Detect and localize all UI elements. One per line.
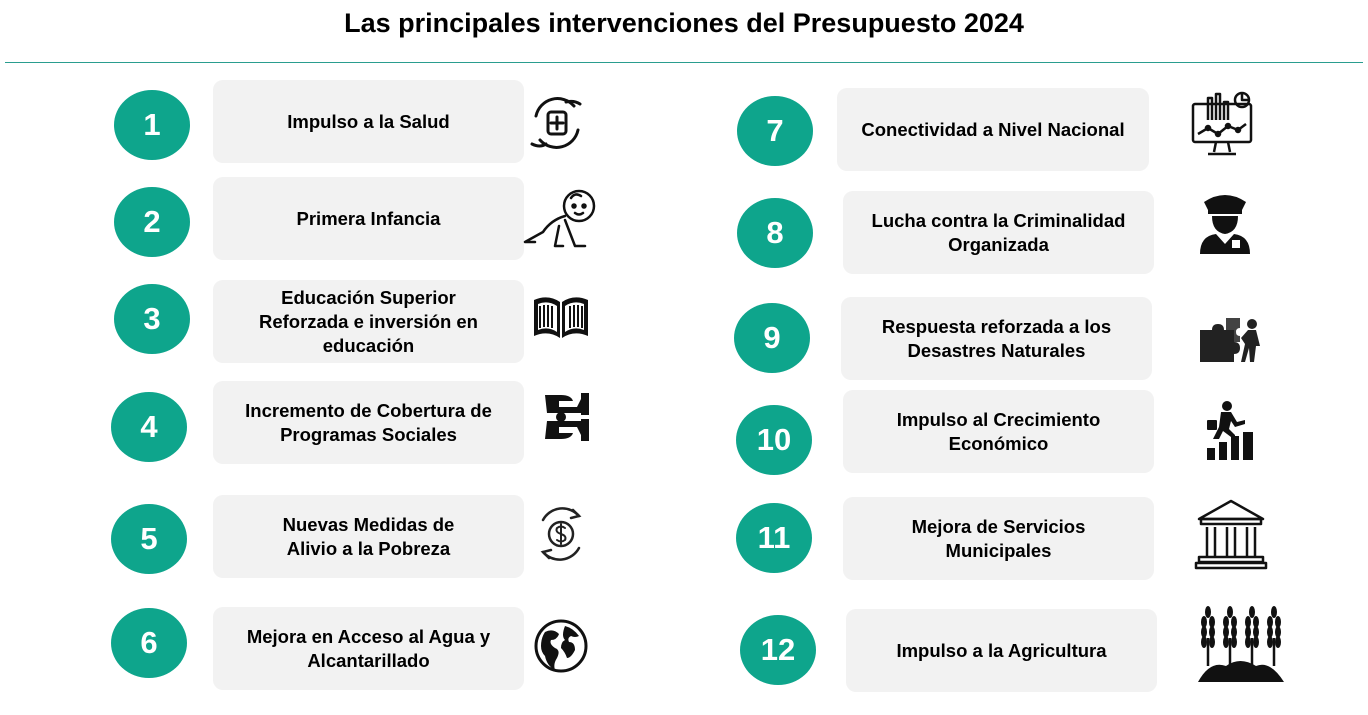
crawling-baby-icon — [521, 186, 601, 250]
health-care-hands-icon — [528, 94, 586, 152]
item-number-6: 6 — [111, 608, 187, 678]
item-number-7: 7 — [737, 96, 813, 166]
wheat-field-icon — [1196, 604, 1286, 684]
item-label-10: Impulso al Crecimiento Económico — [843, 390, 1154, 473]
item-label-12: Impulso a la Agricultura — [846, 609, 1157, 692]
item-number-4: 4 — [111, 392, 187, 462]
item-number-9: 9 — [734, 303, 810, 373]
helping-hands-icon — [541, 391, 593, 443]
government-building-icon — [1193, 497, 1269, 571]
police-officer-icon — [1196, 188, 1254, 256]
globe-icon — [533, 618, 589, 674]
item-number-11: 11 — [736, 503, 812, 573]
item-label-7: Conectividad a Nivel Nacional — [837, 88, 1149, 171]
puzzle-building-icon — [1198, 316, 1264, 364]
open-book-icon — [532, 294, 590, 340]
item-label-9: Respuesta reforzada a los Desastres Naturales — [841, 297, 1152, 380]
item-label-2: Primera Infancia — [213, 177, 524, 260]
item-label-5: Nuevas Medidas de Alivio a la Pobreza — [213, 495, 524, 578]
item-number-1: 1 — [114, 90, 190, 160]
item-number-12: 12 — [740, 615, 816, 685]
growth-bars-runner-icon — [1201, 398, 1259, 464]
item-label-8: Lucha contra la Criminalidad Organizada — [843, 191, 1154, 274]
dollar-cycle-icon — [533, 500, 589, 568]
item-label-6: Mejora en Acceso al Agua y Alcantarillado — [213, 607, 524, 690]
item-number-5: 5 — [111, 504, 187, 574]
item-number-10: 10 — [736, 405, 812, 475]
item-label-3: Educación Superior Reforzada e inversión en educación — [213, 280, 524, 363]
item-label-1: Impulso a la Salud — [213, 80, 524, 163]
page-title: Las principales intervenciones del Presupuesto 2024 — [344, 8, 1024, 38]
item-label-4: Incremento de Cobertura de Programas Sociales — [213, 381, 524, 464]
item-number-3: 3 — [114, 284, 190, 354]
monitor-analytics-icon — [1190, 90, 1256, 158]
item-number-2: 2 — [114, 187, 190, 257]
title-divider — [5, 62, 1363, 63]
item-label-11: Mejora de Servicios Municipales — [843, 497, 1154, 580]
item-number-8: 8 — [737, 198, 813, 268]
